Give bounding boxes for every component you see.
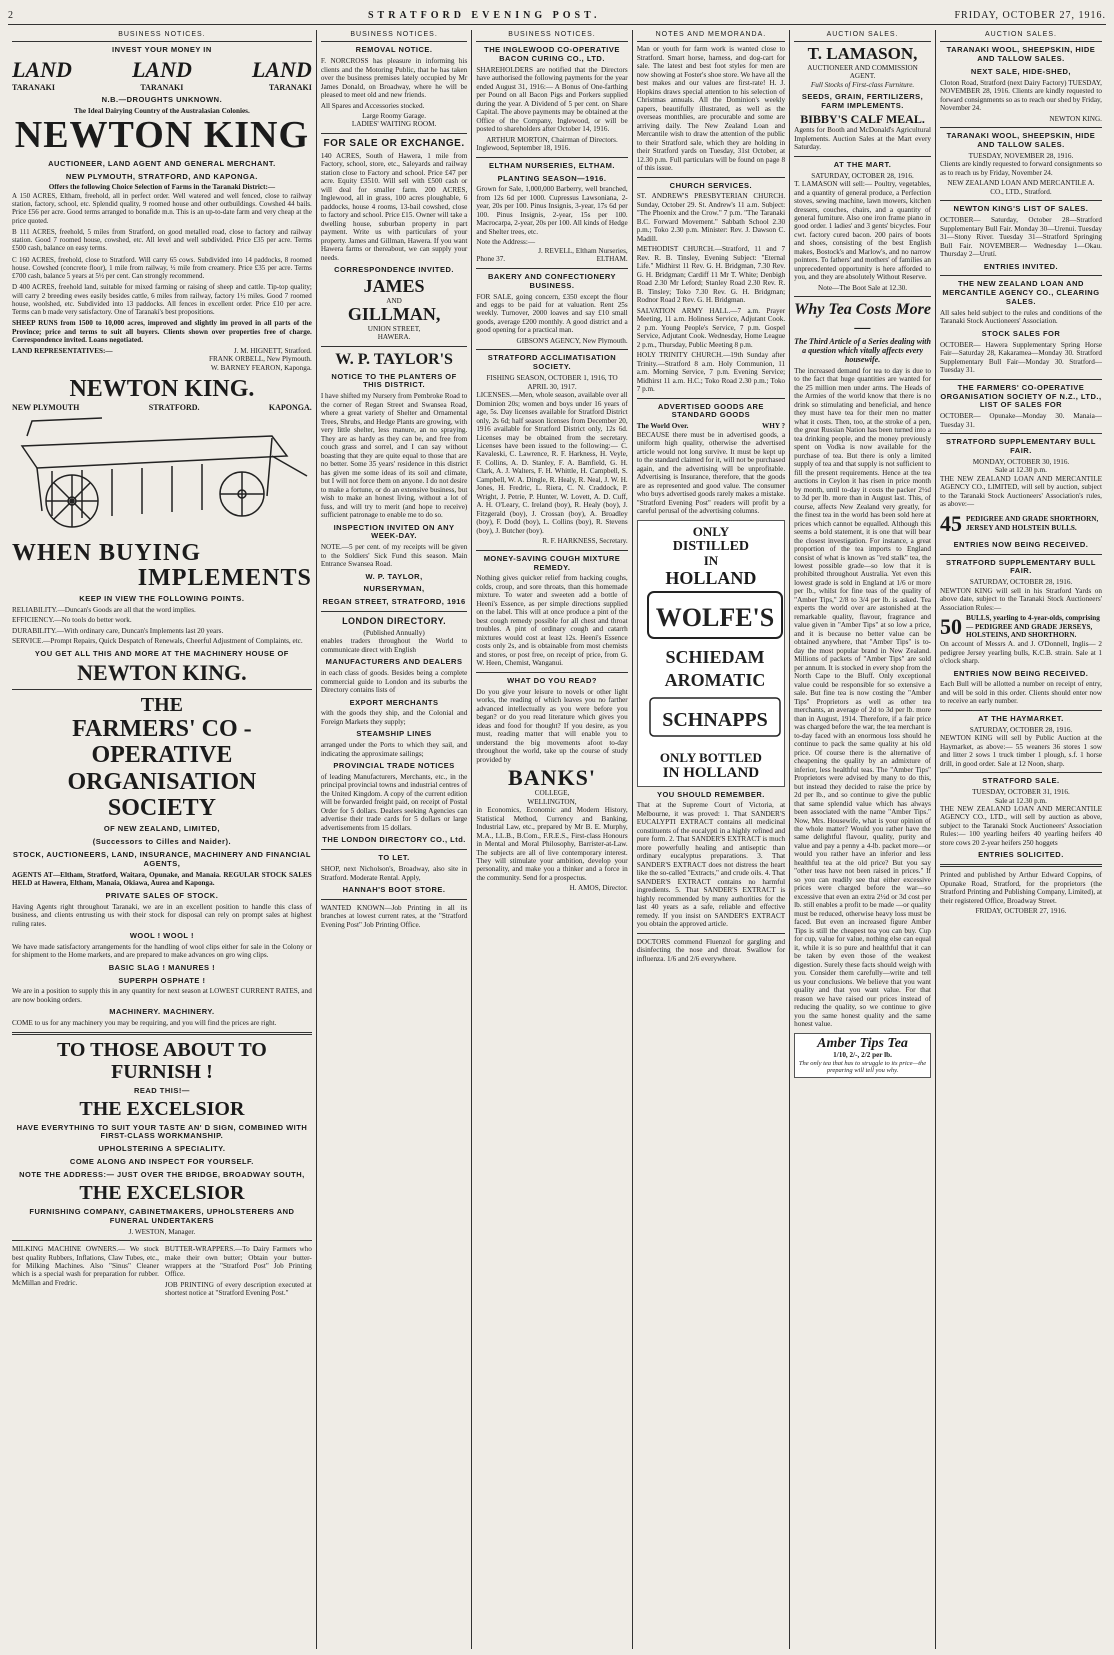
taranaki-row [12, 83, 312, 92]
sb2-date: SATURDAY, OCTOBER 28, 1916. [969, 578, 1073, 587]
tea-sub: The Third Article of a Series dealing with a question which vitally affects every housewife. [794, 336, 931, 365]
a1-sig: NEWTON KING. [1049, 114, 1102, 123]
mart-head: AT THE MART. [833, 159, 892, 169]
a1-head: TARANAKI WOOL, SHEEPSKIN, HIDE AND TALLOW SALES. [946, 45, 1096, 64]
bibby-calf-meal: BIBBY'S CALF MEAL. [800, 112, 925, 127]
newton-king-title-2: NEWTON KING. [69, 376, 255, 403]
bakery-text: FOR SALE, going concern, £350 except the flour and eggs to be paid for at valuation. Rent 25s weekly. Turnover, 2000 loaves and say £10 small goods, average £200 monthly. A good district and a good opening for a practical man. [476, 292, 628, 335]
butter-ad: BUTTER-WRAPPERS.—To Dairy Farmers who make their own butter; Obtain your butter-wrappers at the "Stratford Post" Job Printing Office. [164, 1245, 312, 1279]
sb-time: Sale at 12.30 p.m. [995, 466, 1047, 475]
wool-text: We have made satisfactory arrangements for the handling of wool clips either for sale in the Colony or for shipment to the Home markets, and are prepared to make advances on gro wing clips. [12, 942, 312, 960]
ad-holland: HOLLAND [665, 567, 757, 588]
taranaki-word: TARANAKI [12, 83, 55, 93]
nk-list-head: NEWTON KING'S LIST OF SALES. [953, 204, 1089, 214]
removal-text: F. NORCROSS has pleasure in informing his clients and the Motoring Public, that he has taken over the business premises lately occupied by Mr James Donald, on Broadway, where he will be pleased to meet old and new friends. [320, 57, 468, 100]
and: AND [386, 296, 402, 305]
spares-text: All Spares and Accessories stocked. [320, 101, 425, 110]
superphosphate-text: We are in a position to supply this in any quantity for next season at LOWEST CURRENT RATES, and are now booking orders. [12, 987, 312, 1004]
church-head: CHURCH SERVICES. [669, 180, 753, 190]
planting: PLANTING SEASON—1916. [497, 173, 607, 183]
arthur-morton: ARTHUR MORTON, Chairman of Directors. [486, 135, 618, 144]
rep-name: FRANK ORBELL, New Plymouth. [208, 355, 312, 364]
why: WHY ? [762, 422, 786, 431]
sb-45-text: PEDIGREE AND GRADE SHORTHORN, JERSEY AND HOLSTEIN BULLS. [965, 515, 1099, 532]
export: EXPORT MERCHANTS [349, 697, 439, 707]
prov-text: of leading Manufacturers, Merchants, etc., in the principal provincial towns and industrial centres of the United Kingdom. A copy of the current edition will be forwarded freight paid, on receipt of Postal Order for 5 dollars. Dealers seeking Agencies can advertise their trade cards for 5 dollars or large advertisements from 15 dollars. [320, 773, 468, 832]
implements: IMPLEMENTS [137, 564, 312, 591]
wp-text: I have shifted my Nursery from Pembroke Road to the corner of Regan Street and Swansea Road, where a great variety of Shelter and Ornamental Trees, Shrubs, and Hedge Plants are growing, with very little shelter, less manure, an no spraying. They are as hardy as they can be, and free from couch grass and sorrel, and I can say without boasting that they are quite equal to those that are no better. Some 35 years' residence in this district has given me some ideas of its soil and climate, but I will not force them on anyone. I do not desire to make a fortune, or do an extensive business, but wish to make an honest living, without a lot of fuss, and will try to merit (and hope to receive) sufficient patronage to enable me to do so. [320, 392, 468, 520]
tea-head: Why Tea Costs More— [794, 301, 931, 336]
private-sales-head: PRIVATE SALES OF STOCK. [105, 890, 219, 900]
sale-head: STRATFORD SALE. [982, 776, 1060, 786]
ldir-text-2: in each class of goods. Besides being a complete commercial guide to London and its suburbs the Directory contains lists of [320, 669, 468, 695]
read-text: Do you give your leisure to novels or other light works, the reading of which leaves you no farther advanced intellectually as you were before you began? or do you read literature which gives you ideas and food for thought? If you desire, as you must, reading matter that will enable you to understand the big movements afoot to-day throughout the world, take up the course of study provided by [476, 687, 628, 764]
acclimatisation-head: STRATFORD ACCLIMATISATION SOCIETY. [487, 353, 617, 372]
column-header: BUSINESS NOTICES. [12, 30, 312, 42]
sb-head: STRATFORD SUPPLEMENTARY BULL FAIR. [945, 437, 1096, 456]
world-row [637, 422, 785, 430]
lamason-stock: Full Stocks of First-class Furniture. [810, 80, 915, 89]
a1-next: NEXT SALE, HIDE-SHED, [970, 66, 1072, 76]
a2-text: Clients are kindly requested to forward consignments so as to reach us by Friday, November 24. [939, 160, 1102, 177]
hay-head: AT THE HAYMARKET. [978, 713, 1064, 723]
invest-heading: INVEST YOUR MONEY IN [112, 45, 212, 55]
seed-drill-illustration [12, 416, 312, 534]
college: COLLEGE, [534, 789, 570, 798]
farm-lot: D 400 ACRES, freehold land, suitable for mixed farming or raising of sheep and cattle. Tip-top quality; will carry 2 breeding ewes easily besides cattle, 6 miles from railway, factory 1½ miles. Good 7 roomed house, woolshed, etc. Subdivided into 13 paddocks. All fences in excellent order. Price £10 per acre. Terms can b made very satisfactory. One of Taranaki's best propositions. [12, 283, 312, 317]
advertised-text: BECAUSE there must be in advertised goods, a uniform high quality, otherwise the advertised article would not long survive. It must be kept up to the standard claimed for it, will not be purchased again, and the advertising will be unprofitable. Advertising is Insurance, therefore, that the goods are as represented and good value. The consumer who buys advertised goods rarely makes a mistake. "Stratford Evening Post" readers will profit by a careful perusal of the advertising columns. [636, 430, 786, 516]
towns-line: NEW PLYMOUTH, STRATFORD, AND KAPONGA. [65, 171, 258, 181]
taranaki-word: TARANAKI [268, 83, 312, 93]
land-word: LAND [251, 57, 312, 83]
imprint: Printed and published by Arthur Edward Coppins, of Opunake Road, Stratford, for the proprietors (the Stratford Printing and Publishing Company, Limited), at their registered Office, Broadway Street. [939, 871, 1102, 905]
ad-schiedam: SCHIEDAM [665, 647, 765, 668]
doctors-text: DOCTORS commend Fluenzol for gargling and disinfecting the nose and throat. Swallow for influenza. 1/6 and 2/6 everywhere. [636, 937, 786, 963]
phone: Phone 37. [476, 255, 506, 264]
land-banner [12, 57, 312, 83]
rep-name: J. M. HIGNETT, Stratford. [233, 346, 312, 355]
ad-schnapps: SCHNAPPS [661, 709, 768, 732]
fcos-successors: (Successors to Cilles and Naider). [92, 837, 232, 847]
wp-note: NOTE.—5 per cent. of my receipts will be given to the Soldiers' Sick Fund this season. Main Entrance Swansea Road. [320, 543, 468, 569]
farm-lot: B 111 ACRES, freehold, 5 miles from Stratford, on good metalled road, close to factory and railway station. Good 7 roomed house, cowshed, etc. All level and well subdivided. Price £35 per acre. Terms £500 cash, balance on easy terms. [12, 227, 312, 253]
hawera: HAWERA. [377, 333, 411, 342]
read-this: READ THIS!— [133, 1085, 190, 1095]
sb2-text: NEWTON KING will sell in his Stratford Yards on above date, subject to the Taranaki Stock Auctioneers' Association Rules:— [939, 586, 1102, 612]
excelsior-title: THE EXCELSIOR [79, 1097, 245, 1120]
amber-ad: Amber Tips Tea [817, 1035, 908, 1051]
regan-street: REGAN STREET, STRATFORD, 1916 [322, 597, 466, 607]
fco-head: THE FARMERS' CO-OPERATIVE ORGANISATION SOCIETY OF N.Z., LTD., LIST OF SALES FOR [940, 382, 1102, 410]
mart-note: Note—The Boot Sale at 12.30. [818, 283, 908, 292]
manufacturers: MANUFACTURERS AND DEALERS [325, 657, 463, 667]
ladies-room: LADIES' WAITING ROOM. [351, 120, 437, 129]
advertised-head: ADVERTISED GOODS ARE STANDARD GOODS [657, 401, 764, 420]
eltham-text: Grown for Sale, 1,000,000 Barberry, well branched, from 12s 6d per 1000. Cupressus Lawsoniana, 2-year, 20s per 100. Pinus Insignis, 3-year, 17s 6d per 100. Pinus Insignis, 2-year, 15s per 100. Macrocarpa, 2-year, 20s per 100. All kinds of Hedge and Shelter trees, etc. [476, 185, 628, 236]
sale-date: TUESDAY, OCTOBER 31, 1916. [972, 788, 1070, 797]
correspondence: CORRESPONDENCE INVITED. [334, 265, 454, 275]
nzl-head: THE NEW ZEALAND LOAN AND MERCANTILE AGENCY CO., CLEARING SALES. [942, 279, 1100, 307]
export-text: with the goods they ship, and the Colonial and Foreign Markets they supply; [320, 709, 468, 726]
read-head: WHAT DO YOU READ? [507, 675, 597, 685]
sheep-runs: SHEEP RUNS from 1500 to 10,000 acres, improved and slightly im proved in all parts of the Province; price and terms to suit all buyers. Clients shown over properties free of charge. Correspondence invited. Loans negotiated. [12, 319, 312, 345]
bakery-head: BAKERY AND CONFECTIONERY BUSINESS. [487, 271, 617, 290]
ad-only: ONLY [692, 523, 730, 539]
remember-text: That at the Supreme Court of Victoria, at Melbourne, it was proved: 1. That SANDER'S EUCALYPTI EXTRACT contains all medicinal constituents of the eucalypti in a highly refined and pure form. 2. That SANDER'S EXTRACT is much more powerfully healing and antiseptic than ordinary eucalyptus preparations. 3. That SANDER'S EXTRACT does not distress the heart like the so-called "Extracts," and crude oils. 4. That SANDER'S EXTRACT contains no harmful ingredients. 5. That SANDER'S EXTRACT is highly recommended by many authorities for the last 40 years as a safe, reliable and effective remedy. If you insist on SANDER'S EXTRACT you obtain the approved article. [636, 801, 786, 929]
gibson: GIBSON'S AGENCY, New Plymouth. [516, 336, 628, 345]
town: KAPONGA. [268, 402, 312, 412]
ad-in: IN [703, 553, 719, 569]
nk2-towns [12, 403, 312, 412]
farm-lot: A 150 ACRES, Eltham, freehold, all in perfect order. Well watered and well fenced, close to railway station, factory, school, etc. Splendid quality, 9 roomed house and other outbuildings. Cowshed 44 bails. Price £56 per acre. Good terms arranged to bonafide m.n. This is an up-to-date farm and very cheap at the price quoted. [12, 191, 312, 225]
eltham-town: ELTHAM. [596, 255, 628, 264]
newspaper-title: STRATFORD EVENING POST. [368, 9, 601, 21]
farm-lot: C 160 ACRES, freehold, close to Stratford. Will carry 65 cows. Subdivided into 14 paddocks, 8 roomed house. Cowshed (concrete floor), 1 mile from railway, ½ mile from creamery. Price £35 per acre. Terms £700 cash, balance 5 years at 5½ per cent. Can strongly recommend. [12, 255, 312, 281]
schnapps-bottle-illustration [640, 588, 790, 748]
a2-head: TARANAKI WOOL, SHEEPSKIN, HIDE AND TALLOW SALES. [946, 131, 1096, 150]
tea-text: The increased demand for tea to day is due to to the fact that huge quantities are wanted for the 25 million men under arms. The Heads of the Armies of the world know that there is no drink so stimulating and beneficial, and hence they must have tea for their men no matter what it costs. Then, too, at the stroke of a pen, the great Russian Nation has been turned into a tea drinking people, and the money previously spent on Vodka is now available for the purchase of tea. But there is only a limited supply of tea and that supply is not sufficient to fill the present requirements. Hence at the tea auctions in Ceylon it has risen in price month by month, until to-day it costs the packer 2½d to 3d per lb. more than in August last. This, of course, affects New Zealand very greatly, for the finest tea in the world has been sold here at prices which cannot be equalled. Although this seems a bold statement, it is one that will bear the closest investigation. For instance, a great proportion of the tea imports to England consist of what is known as "red stalk" tea, the lowest possible grade—so low that it is prohibited throughout Australia. Yet even this lowest grade is sold in England at 1/6 or more per lb., whilst for fine teas of the quality of "Amber Tips," 2/8 to 3/4 per lb. is asked. Tea experts the world over are astonished at the remarkable quality, flavour, fragrance and value given in "Amber Tips" at so low a price, and it is because no better value can be obtained anywhere, that "Amber Tips" is to-day the most popular brand in New Zealand. Millions of packets of "Amber Tips" are sold per annum. It is stocked in every shop from the North Cape to the Bluff. Only exceptional value could be responsible for so extensive a sale. But fine tea is now costing the "Amber Tips" Proprietors as well as other tea merchants, an average of 2d to 3d per lb. more than in August, 1914. Therefore, if a fair price was charged before the war, the tea merchant is to-day faced with an enormous loss should he continue to pack the same quality at his old price. Of course there is the alternative of cheapening the quality by an admixture of inferior, less healthful teas. The "Amber Tips" Proprietors were advised by many to do this, but instead they decided to raise the price by 2d per lb., and so continue to give the public that same splendid value which has always been associated with the name "Amber Tips." Now, Mrs. Housewife, what is your opinion of the whole matter? Would you rather have the same delightful flavour, quality, purity and value and pay a penny a 4-lb. packet more—or would you rather have an inferior and less healthful tea at the old price? But you say "other teas have not been raised in prices." If so you can readily see that either excessive prices were charged before the war—so excessive that even an extra 2½d or 3d cost per lb. still enables a profit to be made —or quality must be reduced, otherwise heavy loss must be faced. But even an increased figure Amber Tips is still the cheapest tea you can buy. Cup for cup, value for value, nothing else can equal it, while it is so pure and healthful that it can be taken by even those of the weakest digestion. Surely these facts should weigh with you. Consider them carefully—write and tell us your conclusions. We believe that you want quality and that you want value. For that reason we have raised our prices instead of reducing the quality, so we continue to give you the same honest quality and the same honest value. [794, 366, 931, 1029]
auctioneer-line: AUCTIONEER, LAND AGENT AND GENERAL MERCHANT. [48, 158, 276, 168]
point: SERVICE.—Prompt Repairs, Quick Despatch of Renewals, Cheerful Adjustment of Complaints, etc. [12, 637, 303, 646]
sb2-50-text: BULLS, yearling to 4-year-olds, comprising— PEDIGREE AND GRADE JERSEYS, HOLSTEINS, AND SHORTHORN. [965, 614, 1100, 640]
ad-bottled: ONLY BOTTLED [659, 749, 762, 765]
upholstering: UPHOLSTERING A SPECIALITY. [98, 1144, 226, 1154]
inglewood-head: THE INGLEWOOD CO-OPERATIVE BACON CURING CO., LTD. [484, 45, 620, 64]
sb2-text-3: Each Bull will be allotted a number on receipt of entry, and will be sold in this order. Clients should enter now to receive an early number. [939, 680, 1102, 706]
wp-taylor-title: W. P. TAYLOR'S [335, 350, 453, 368]
print-ad: JOB PRINTING of every description executed at shortest notice at "Stratford Evening Post." [164, 1280, 312, 1298]
sb2-text-2: On account of Messrs A. and J. O'Donnell, Inglis— 2 pedigree Jersey yearling bulls, K.C.B. strain. Sale at 1 o'clock sharp. [939, 640, 1102, 666]
column-business-1 [8, 30, 317, 1649]
issue-date: FRIDAY, OCTOBER 27, 1916. [954, 9, 1106, 21]
eltham-head: ELTHAM NURSERIES, ELTHAM. [489, 160, 615, 170]
you-get-all: YOU GET ALL THIS AND MORE AT THE MACHINERY HOUSE OF [34, 648, 289, 658]
inglewood-date: Inglewood, September 18, 1916. [476, 144, 571, 153]
column-business-3 [472, 30, 632, 1649]
fcos-the: THE [140, 693, 184, 716]
column-header: BUSINESS NOTICES. [476, 30, 627, 42]
excelsior-company: FURNISHING COMPANY, CABINETMAKERS, UPHOLSTERERS AND FUNERAL UNDERTAKERS [29, 1206, 295, 1225]
church-item: HOLY TRINITY CHURCH.—19th Sunday after Trinity.—Stratford 8 a.m. Holy Communion, 11 a.m. Morning Service, 7 p.m. Evening Service; Midhirst 11 a.m. H.C.; Toko Road 2.30 p.m.; Toko 7 p.m. [636, 351, 786, 394]
ldir-pub: (Published Annually) [363, 628, 425, 637]
wp-notice: NOTICE TO THE PLANTERS OF THIS DISTRICT. [331, 371, 457, 390]
columns [8, 30, 1106, 1649]
sb2-head: STRATFORD SUPPLEMENTARY BULL FAIR. [945, 557, 1096, 576]
dairying-tagline: The Ideal Dairying Country of the Australasian Colonies. [74, 107, 250, 116]
ad-wolfe: WOLFE'S [655, 603, 774, 633]
reps-label: LAND REPRESENTATIVES:— [12, 346, 113, 355]
column-header: AUCTION SALES. [794, 30, 931, 42]
when-buying: WHEN BUYING [12, 539, 202, 566]
machinery-head: MACHINERY. MACHINERY. [109, 1007, 215, 1017]
furnish-title: TO THOSE ABOUT TO FURNISH ! [56, 1038, 267, 1083]
sale-entries: ENTRIES SOLICITED. [978, 850, 1064, 860]
mart-date: SATURDAY, OCTOBER 28, 1916. [811, 171, 914, 180]
fcos-nz: OF NEW ZEALAND, LIMITED, [103, 824, 220, 834]
column-header: NOTES AND MEMORANDA. [637, 30, 785, 42]
sb-entries: ENTRIES NOW BEING RECEIVED. [953, 539, 1089, 549]
newton-king-title: NEWTON KING [14, 113, 310, 156]
wool-head: WOOL ! WOOL ! [129, 930, 194, 940]
column-auction-2 [936, 30, 1106, 1649]
stock-text: OCTOBER— Hawera Supplementary Spring Horse Fair—Saturday 28, Kakaramea—Monday 30. Stratford Supplementary Bull Fair—Monday 30. Stratford—Tuesday 31. [939, 340, 1102, 375]
inspection: INSPECTION INVITED ON ANY WEEK-DAY. [333, 522, 455, 541]
provincial: PROVINCIAL TRADE NOTICES [333, 761, 455, 771]
weston-manager: J. WESTON, Manager. [128, 1227, 196, 1236]
schnapps-ad [637, 520, 785, 787]
union-street: UNION STREET, [367, 324, 421, 333]
ldir-co: THE LONDON DIRECTORY CO., Ltd. [322, 835, 466, 845]
sb-45: 45 [939, 510, 962, 536]
to-let-head: TO LET. [378, 853, 410, 863]
a1-text: Cloton Road, Stratford (next Dairy Factory) TUESDAY, NOVEMBER 28, 1916. Clients are kindly requested to forward consignments so as to reach our shed by Friday, November 24. [939, 78, 1102, 113]
come-along: COME ALONG AND INSPECT FOR YOURSELF. [69, 1157, 254, 1167]
notes-text: Man or youth for farm work is wanted close to Stratford. Smart horse, harness, and dog-cart for sale. The latest and best foot styles for men are now showing at Foster's shoe store. We have all the best makes and our values are first-rate! H. J. Hopkins draws special attention to his selection of Christmas annuals. All the Dominion's weekly papers, beautifully illustrated, as well as the overseas monthlies, are procurable and some are arriving daily. The New Zealand Loan and Mercantile wish to draw the attention of the public to their Stratford sale, which they are holding in their Stratford yards on Tuesday, 31st October, at 12.30 p.m. Full particulars will be found on page 8 of this issue. [636, 45, 786, 173]
hannah-boot: HANNAH'S BOOT STORE. [342, 885, 446, 895]
imprint-date: FRIDAY, OCTOBER 27, 1916. [975, 907, 1067, 916]
newton-king-title-3: NEWTON KING. [77, 659, 247, 685]
fcos-business: STOCK, AUCTIONEERS, LAND, INSURANCE, MACHINERY AND FINANCIAL AGENTS, [12, 850, 311, 868]
basic-slag: BASIC SLAG ! MANURES ! [108, 962, 216, 972]
ad-aromatic: AROMATIC [664, 670, 766, 691]
church-item: ST. ANDREW'S PRESBYTERIAN CHURCH. Sunday, October 29. St. Andrew's 11 a.m. Subject: "The Phoenix and the Crow." 7 p.m. "The Taranaki B.C. Forward Movement." Sabbath School 2.30 p.m.; Toko 2.30 p.m. Minister: Rev. J. Dawson C. Madill. [636, 192, 786, 243]
nurseryman: NURSERYMAN, [363, 584, 425, 594]
amos: H. AMOS, Director. [569, 884, 628, 893]
small-ads [12, 1245, 312, 1300]
column-auction-1 [790, 30, 936, 1649]
banks-title: BANKS' [508, 765, 596, 791]
nk-list: OCTOBER— Saturday, October 28—Stratford Supplementary Bull Fair. Monday 30—Urenui. Tuesday 31—Stony River. Tuesday 31—Stratford Springing Bull Fair. NOVEMBER— Wednesday 1—Okau. Thursday 2—Urutí. [939, 216, 1102, 259]
excelsior-address: NOTE THE ADDRESS:— JUST OVER THE BRIDGE, BROADWAY SOUTH, [19, 1170, 305, 1179]
hay-date: SATURDAY, OCTOBER 28, 1916. [969, 725, 1073, 734]
remember-head: YOU SHOULD REMEMBER. [656, 789, 765, 799]
a2-sig: NEW ZEALAND LOAN AND MERCANTILE A. CO., LTD., Stratford. [947, 179, 1095, 196]
steamship: STEAMSHIP LINES [356, 729, 432, 739]
drought-note: N.B.—DROUGHTS UNKNOWN. [101, 95, 223, 105]
inglewood-text: SHAREHOLDERS are notified that the Directors have authorised the following payments for the year ended August 31, 1916:— A Bonus of One-farthing per Pound on all Bacon Pigs and Porkers supplied during the year. A Dividend of 5 per cent. on Share Capital. The above payments may be obtained at the Office of the Company, Inglewood, or will be posted to shareholders after October 14, 1916. [476, 65, 628, 134]
fco-text: OCTOBER— Opunake—Monday 30. Manaia—Tuesday 31. [939, 412, 1102, 429]
column-notes [633, 30, 790, 1649]
lamason-auct: AUCTIONEER AND COMMISSION AGENT. [807, 63, 918, 81]
eltham-addr: Note the Address:— [476, 238, 536, 247]
steam-text: arranged under the Ports to which they sail, and indicating the approximate sailings; [320, 741, 468, 758]
private-sales-text: Having Agents right throughout Taranaki, we are in an excellent position to handle this class of business, and clients entrusting us with their stock for disposal can rely on prompt sales at highest ruling rates. [12, 902, 312, 928]
hay-text: NEWTON KING will sell by Public Auction at the Haymarket, as above:— 55 weaners 36 stores 1 sow and litter 2 sows 1 truck timber 1 plough, s.f. 1 horse drill, in good order. Sale at 12 Noon, sharp. [939, 734, 1102, 768]
town: NEW PLYMOUTH [12, 402, 80, 412]
sb-date: MONDAY, OCTOBER 30, 1916. [972, 457, 1070, 466]
for-sale-text: 140 ACRES, South of Hawera, 1 mile from Factory, school, store, etc., Saleyards and railway station close to Factory and school. Price £47 per acre. Equity £3510. Will sell with £500 cash or will deal for smaller farm. 200 ACRES, Inglewood, all in grass, 100 acres ploughable, 6 paddocks, house 4 rooms, 13-bail cowshed, close to factory and school. Price £15. Owner will take a dwelling house, suburban property in part payment. Write us with particulars of your property. James and Gillman, Hawera. If you want Hawera farms or thereabout, we can supply your needs. [320, 151, 468, 262]
fcos-agents: AGENTS AT—Eltham, Stratford, Waitara, Opunake, and Manaia. REGULAR STOCK SALES HELD at Hawera, Eltham, Manaia, Okiawa, Aurea and Kaponga. [12, 870, 312, 888]
garage-text: Large Roomy Garage. [362, 112, 427, 120]
banks-text: in Economics, Economic and Modern History, Statistical Method, Currency and Banking, Industrial Law, etc., prepared by Mr B. E. Murphy, M.A., LL.B., B.Com., F.R.E.S., First-class Honours in Mental and Moral Philosophy, Barrister-at-Law. The subjects are all of live contemporary interest. They will stimulate your ambition, develop your personality, and make you a thinker and a force in the community. Send for a prospectus. [476, 806, 628, 882]
lamason-agents: Agents for Booth and McDonald's Agricultural Implements. Auction Sales at the Mart every Saturday. [794, 126, 931, 152]
sb-45-row [940, 511, 1102, 537]
column-header: AUCTION SALES. [940, 30, 1102, 42]
mart-text: T. LAMASON will sell:— Poultry, vegetables, and a quantity of general produce, a Perfection stoves, sewing machine, lawn mowers, kitchen dressers, couches, chairs, and a quantity of general furniture. Also one iron frame piano in good order. 1 ladies' and 3 gents' bicycles. Four cwt. factory cured bacon. 200 pairs of boots and shoes, consisting of the best English makes, Bostock's and Marlow's, and no narrow pointers. To fathers' and mothers' of families an unprecedented opportunity is here afforded to you, and they are absolutely Without Reserve. [794, 180, 931, 282]
ad-distilled: DISTILLED [672, 538, 750, 554]
amber-tag: The only tea that has to struggle to its price—the preparing will tell you why. [798, 1059, 927, 1075]
amber-tips-ad [794, 1033, 931, 1078]
world-over: The World Over. [636, 422, 689, 431]
offers-line: Offers the following Choice Selection of Farms in the Taranaki District:— [48, 183, 276, 192]
keep-in-view: KEEP IN VIEW THE FOLLOWING POINTS. [79, 593, 245, 603]
wellington: WELLINGTON, [527, 797, 577, 806]
nzl-text: All sales held subject to the rules and conditions of the Taranaki Stock Auctioneers' Association. [939, 308, 1102, 326]
revell: J. REVELL, Eltham Nurseries, [538, 246, 628, 255]
point: DURABILITY.—With ordinary care, Duncan's Implements last 20 years. [12, 626, 224, 635]
lamason-title: T. LAMASON, [807, 44, 918, 64]
phone-row [476, 255, 627, 263]
removal-head: REMOVAL NOTICE. [355, 45, 433, 55]
for-sale-head: FOR SALE OR EXCHANGE. [323, 137, 465, 149]
acclimatisation-text: LICENSES.—Men, whole season, available over all Dominion 20s; women and boys under 16 years of age, 5s. Day licenses available for Stratford District only, 2s 6d; half season licenses from December 20, 1916 available for Stratford District only, 12s 6d. Licenses may be obtained from the secretary. Licenses have been issued to the following:— C. Kavaleski, C. Lawrence, R. F. Harkness, H. Veyle, F. Collins, A. D. Stanley, F. A. Bamfield, G. H. Clark, A. J. Walters, F. H. Whittle, H. Campbell, S. Campbell, W. A. Dingle, R. Healy, R. Neal, J. W. H. Jones, H. Fredric, L. Riera, C. N. Craddock, P. Wright, J. Petrie, P. Hunter, W. Lovett, A. D. Cuff, A. H. O'Leary, C. Ireland (boy), R. Healy (boy), J. Fitzgerald (boy), J. Crossan (boy), A. Broadley (boy), F. Dodd (boy), L. Collins (boy), R. Stevens (boy), J. Butcher (boy). [476, 391, 628, 535]
sb-text: THE NEW ZEALAND LOAN AND MERCANTILE AGENCY CO., LIMITED, will sell by auction, subject to the Taranaki Stock Auctioneers' Association's rules, as above:— [939, 474, 1102, 509]
excelsior-title-2: THE EXCELSIOR [79, 1181, 245, 1204]
ldir-text: enables traders throughout the World to communicate direct with English [320, 637, 468, 654]
james: JAMES [363, 275, 425, 296]
sale-time: Sale at 12.30 p.m. [995, 796, 1047, 805]
masthead [8, 6, 1106, 25]
church-item: METHODIST CHURCH.—Stratford, 11 and 7 Rev. R. B. Tinsley, Evening Subject: "Eternal Life." Midhirst 11 Rev. G. H. Bridgman, 7.30 Rev. G. H. Bridgman; Cardiff 11 Mr T. White; Denbigh Road 2.30 Mr Leford; Stanley Road 2.30 Rev. R. B. Tinsley; Toko 7.30 Rev. G. H. Bridgman; Rodnor Road 2 Rev. G. H. Bridgman. [636, 245, 786, 305]
land-reps [12, 347, 312, 372]
sb2-50-row [940, 614, 1102, 640]
fishing-season: FISHING SEASON, OCTOBER 1, 1916, TO APRIL 30, 1917. [486, 374, 618, 391]
land-word: LAND [131, 57, 192, 83]
sale-text: THE NEW ZEALAND LOAN AND MERCANTILE AGENCY CO., LTD., will sell by auction as above, subject to the Taranaki Stock Auctioneers' Association Rules:— 100 yearling heifers 40 yearling heifers 40 store cows 20 2-year heifers 250 hoggets [939, 805, 1102, 847]
lamason-seeds: SEEDS, GRAIN, FERTILIZERS, FARM IMPLEMENTS. [801, 92, 924, 111]
wanted-known: WANTED KNOWN—Job Printing in all its branches at lowest current rates, at the "Stratford Evening Post" Job Printing Office. [320, 903, 468, 929]
wp-name: W. P. TAYLOR, [365, 571, 423, 581]
ad-in-holland: IN HOLLAND [662, 765, 760, 782]
to-let-text: SHOP, next Nicholson's, Broadway, also site in Stratford. Moderate Rental. Apply, [320, 865, 468, 882]
taranaki-word: TARANAKI [140, 83, 184, 93]
fcos-name-2: ORGANISATION SOCIETY [67, 768, 257, 821]
point: EFFICIENCY.—No tools do better work. [12, 616, 132, 625]
sb2-entries: ENTRIES NOW BEING RECEIVED. [953, 668, 1089, 678]
milking-ad: MILKING MACHINE OWNERS.— We stock best quality Rubbers, Inflations, Claw Tubes, etc., for Milking Machines. Also "Sinus" Cleaner which is a special wash for preparation for rubber. McMillan and Fredric. [12, 1245, 159, 1287]
rep-name: W. BARNEY FEARON, Kaponga. [210, 363, 312, 372]
amber-price: 1/10, 2/-, 2/2 per lb. [833, 1051, 892, 1060]
town: STRATFORD. [148, 402, 200, 412]
harkness: R. F. HARKNESS, Secretary. [542, 537, 628, 546]
stock-head: STOCK SALES FOR [981, 328, 1061, 338]
land-word: LAND [12, 57, 72, 83]
point: RELIABILITY.—Duncan's Goods are all that the word implies. [12, 605, 196, 614]
london-directory-head: LONDON DIRECTORY. [342, 616, 447, 627]
sb2-50: 50 [939, 614, 962, 640]
excelsior-tagline: HAVE EVERYTHING TO SUIT YOUR TASTE AN' D SIGN, COMBINED WITH FIRST-CLASS WORKMANSHIP. [16, 1122, 308, 1141]
church-item: SALVATION ARMY HALL.—7 a.m. Prayer Meeting, 11 a.m. Holiness Service, Adjutant Cook. 2 p.m. Young People's Service, 7 p.m. Gospel Service, Adjutant Cook. Wednesday, Home League 2 p.m., Thursday, Public Meeting 8 p.m. [636, 306, 786, 349]
gillman: GILLMAN, [347, 304, 441, 325]
machinery-text: COME to us for any machinery you may be requiring, and you will find the prices are right. [12, 1019, 277, 1028]
page-number: 2 [8, 9, 14, 21]
cough-head: MONEY-SAVING COUGH MIXTURE REMEDY. [483, 553, 621, 572]
fcos-name: FARMERS' CO - OPERATIVE [72, 715, 252, 769]
column-header: BUSINESS NOTICES. [321, 30, 468, 42]
superphosphate: SUPERPH OSPHATE ! [118, 975, 206, 985]
entries-invited: ENTRIES INVITED. [983, 261, 1059, 271]
column-business-2 [317, 30, 473, 1649]
cough-text: Nothing gives quicker relief from hacking coughs, colds, croup, and sore throats, than this homemade mixture. To water and sweeten add a bottle of Heeni's Essence, as per simple directions supplied on the label. This will at once produce a pint of the best cough remedy possible for all chest and throat troubles. A pint of ordinary cough and catarrh mixtures would cost at least 12s. Heeni's Essence costs only 2s, and is obtainable from most chemists and stores, or post free, on receipt of price, from G. W. Heen, Chemist, Wanganui. [476, 574, 628, 668]
a2-date: TUESDAY, NOVEMBER 28, 1916. [968, 151, 1074, 160]
